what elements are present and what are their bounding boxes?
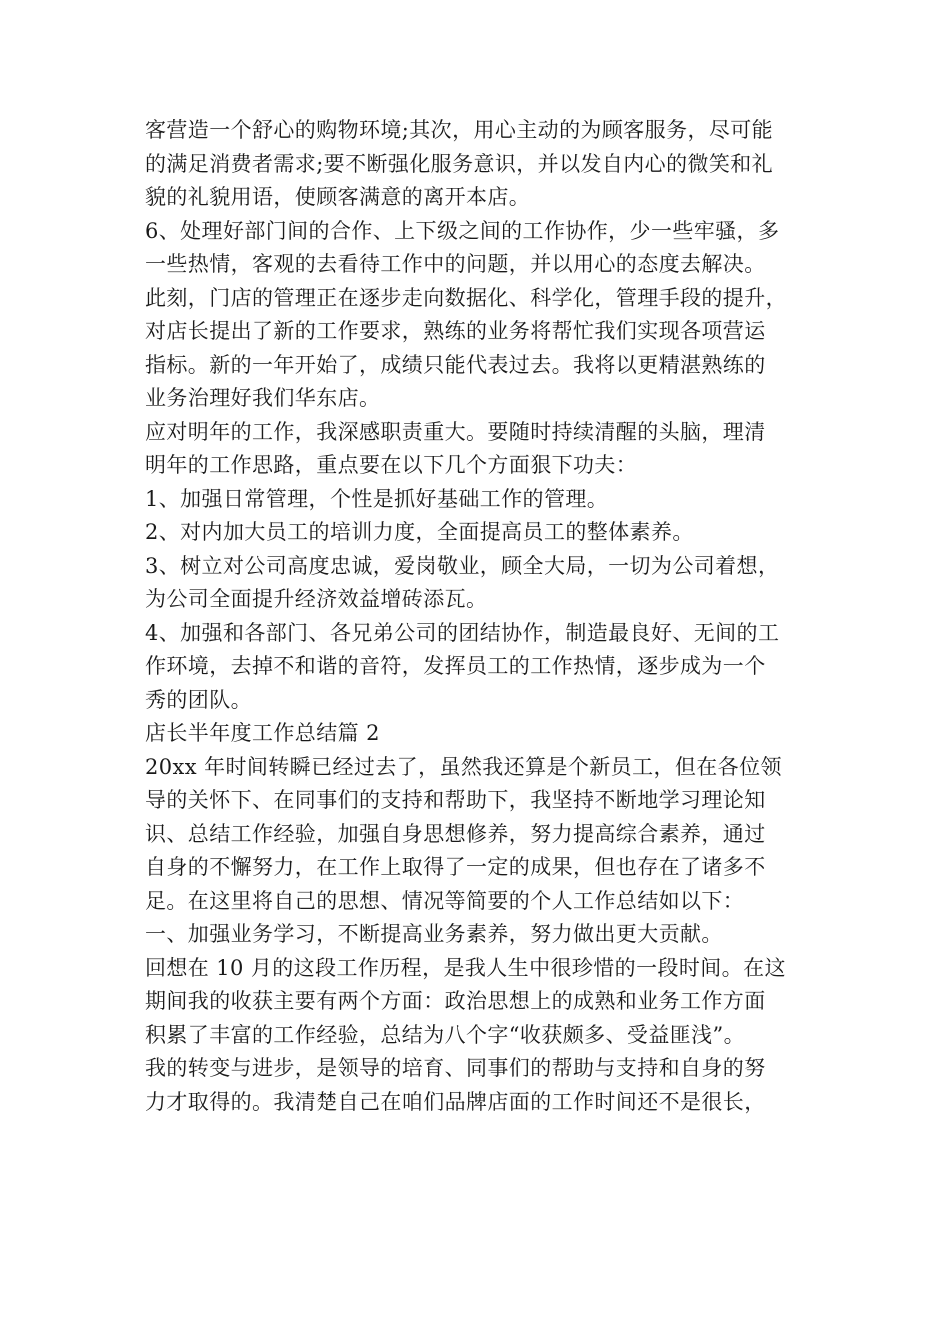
text-line: 一、加强业务学习，不断提高业务素养，努力做出更大贡献。 (145, 922, 723, 946)
text-line: 貌的礼貌用语，使顾客满意的离开本店。 (145, 185, 531, 209)
text-line: 明年的工作思路，重点要在以下几个方面狠下功夫： (145, 453, 638, 477)
text-line: 为公司全面提升经济效益增砖添瓦。 (145, 587, 488, 611)
text-line: 积累了丰富的工作经验，总结为八个字“收获颇多、受益匪浅”。 (145, 1022, 746, 1047)
document-body (145, 114, 825, 1119)
text-line: 应对明年的工作，我深感职责重大。要随时持续清醒的头脑，理清 (145, 419, 766, 444)
text-line: 3、树立对公司高度忠诚，爱岗敬业，顾全大局，一切为公司着想， (145, 553, 780, 578)
text-line: 一些热情，客观的去看待工作中的问题，并以用心的态度去解决。 (145, 252, 766, 276)
text-line: 此刻，门店的管理正在逐步走向数据化、科学化，管理手段的提升， (145, 285, 787, 310)
text-line: 1、加强日常管理，个性是抓好基础工作的管理。 (145, 486, 609, 511)
text-line: 的满足消费者需求;要不断强化服务意识，并以发自内心的微笑和礼 (145, 151, 774, 176)
text-line: 指标。新的一年开始了，成绩只能代表过去。我将以更精湛熟练的 (145, 352, 766, 377)
text-line: 力才取得的。我清楚自己在咱们品牌店面的工作时间还不是很长， (145, 1089, 766, 1114)
text-line: 足。在这里将自己的思想、情况等简要的个人工作总结如以下： (145, 888, 745, 913)
text-line: 6、处理好部门间的合作、上下级之间的工作协作，少一些牢骚，多 (145, 218, 780, 243)
text-line: 回想在 10 月的这段工作历程，是我人生中很珍惜的一段时间。在这 (145, 955, 786, 980)
text-line: 2、对内加大员工的培训力度，全面提高员工的整体素养。 (145, 520, 694, 544)
text-line: 20xx 年时间转瞬已经过去了，虽然我还算是个新员工，但在各位领 (145, 754, 782, 779)
text-line: 客营造一个舒心的购物环境;其次，用心主动的为顾客服务，尽可能 (145, 118, 774, 142)
text-line: 4、加强和各部门、各兄弟公司的团结协作，制造最良好、无间的工 (145, 620, 780, 645)
text-line: 作环境，去掉不和谐的音符，发挥员工的工作热情，逐步成为一个 (145, 654, 766, 678)
text-line: 我的转变与进步，是领导的培育、同事们的帮助与支持和自身的努 (145, 1056, 766, 1080)
section-heading: 店长半年度工作总结篇 2 (145, 721, 380, 745)
text-line: 自身的不懈努力，在工作上取得了一定的成果，但也存在了诸多不 (145, 855, 766, 879)
text-line: 识、总结工作经验，加强自身思想修养，努力提高综合素养，通过 (145, 821, 766, 846)
text-line: 导的关怀下、在同事们的支持和帮助下，我坚持不断地学习理论知 (145, 788, 766, 812)
text-line: 对店长提出了新的工作要求，熟练的业务将帮忙我们实现各项营运 (145, 319, 766, 343)
text-line: 秀的团队。 (145, 687, 252, 712)
text-line: 期间我的收获主要有两个方面：政治思想上的成熟和业务工作方面 (145, 989, 766, 1013)
text-line: 业务治理好我们华东店。 (145, 386, 381, 410)
